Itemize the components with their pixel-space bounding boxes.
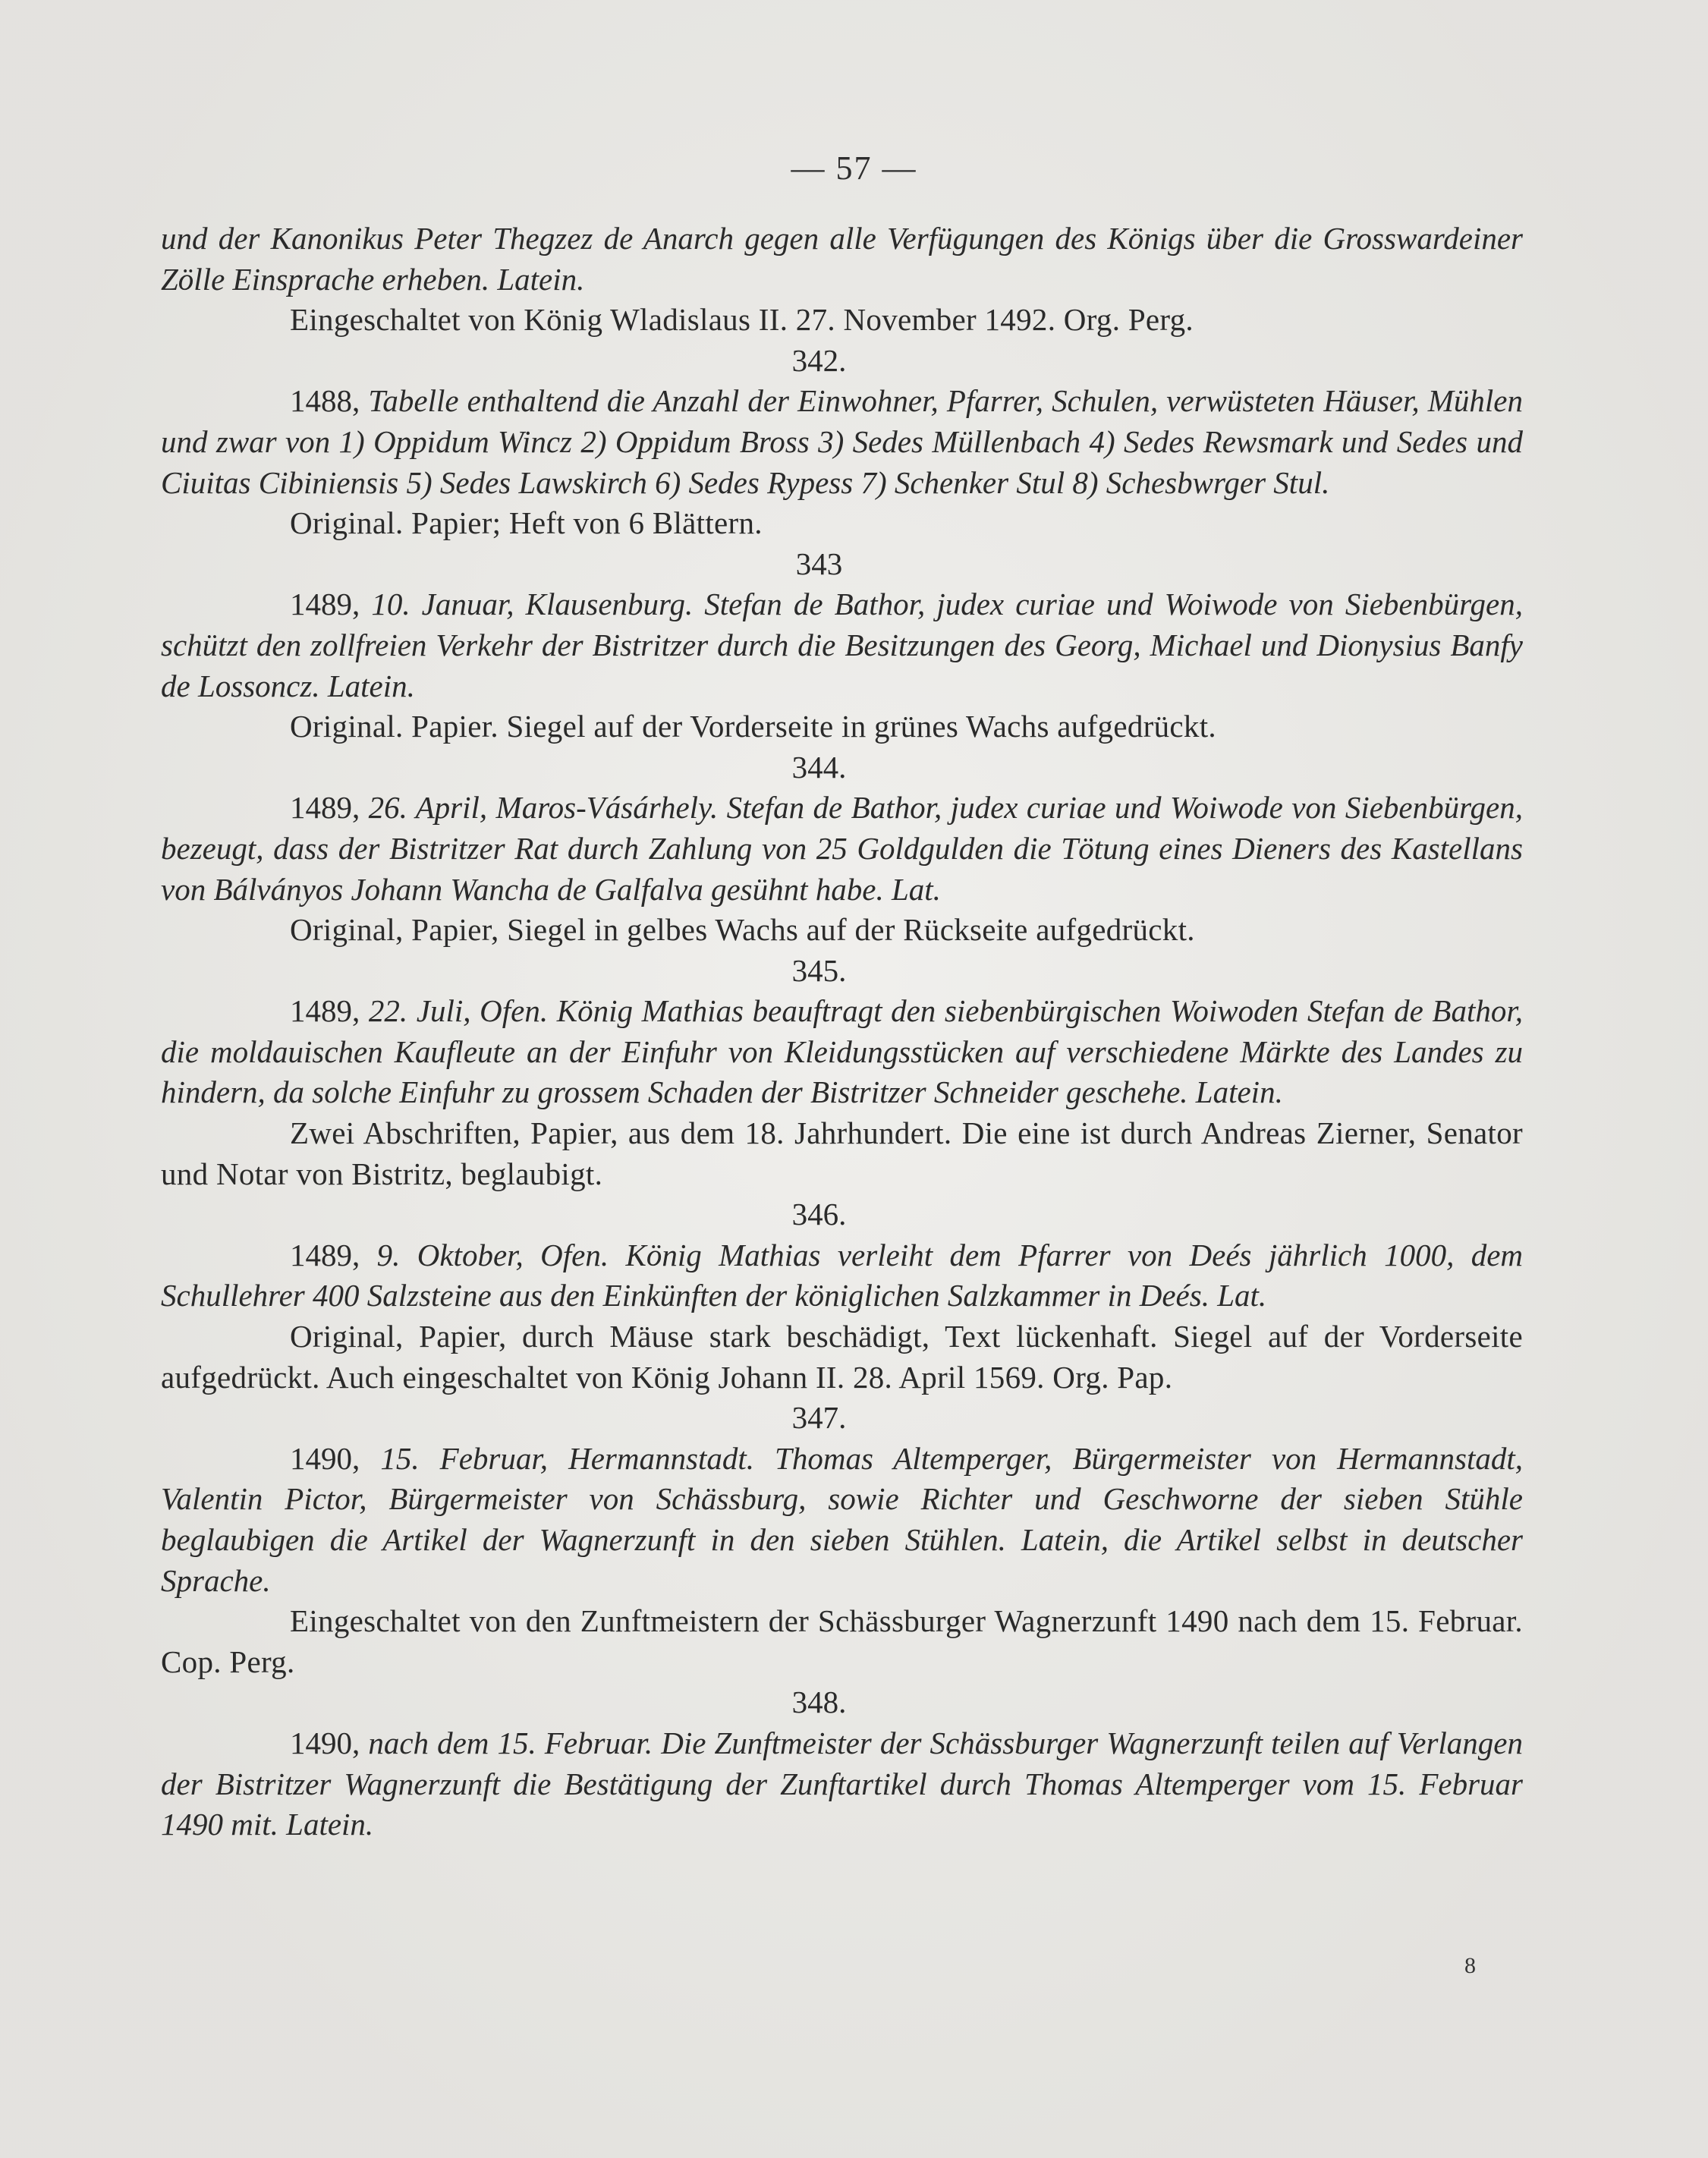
document-body xyxy=(161,219,1523,1845)
entry-343-date: 1489, xyxy=(290,587,360,622)
entry-344-note: Original, Papier, Siegel in gelbes Wachs auf der Rückseite aufgedrückt. xyxy=(290,912,1195,948)
entry-345-note: Zwei Abschriften, Papier, aus dem 18. Jahrhundert. Die eine ist durch Andreas Zierner, Senator und Notar von Bistritz, beglaubigt. xyxy=(161,1115,1523,1191)
entry-347-title: 15. Februar, Hermannstadt. Thomas Altemperger, Bürgermeister von Hermannstadt, Valentin Pictor, Bürgermeister von Schässburg, sowie Richter und Geschworne der sieben Stühle beglaubigen die Artikel der Wagnerzunft in den sieben Stühlen. Latein, die Artikel selbst in deutscher Sprache. xyxy=(161,1440,1524,1598)
entry-348-text xyxy=(161,1723,1523,1845)
entry-344-title: 26. April, Maros-Vásárhely. Stefan de Bathor, judex curiae und Woiwode von Siebenbürgen, bezeugt, dass der Bistritzer Rat durch Zahlung von 25 Goldgulden die Tötung eines Dieners des Kastellans von Bálványos Johann Wancha de Galfalva gesühnt habe. Lat. xyxy=(161,790,1523,907)
entry-342-title: Tabelle enthaltend die Anzahl der Einwohner, Pfarrer, Schulen, verwüsteten Häuser, Mühlen und zwar von 1) Oppidum Wincz 2) Oppidum Bross 3) Sedes Müllenbach 4) Sedes Rewsmark und Sedes und Ciuitas Cibiniensis 5) Sedes Lawskirch 6) Sedes Rypess 7) Schenker Stul 8) Schesbwrger Stul. xyxy=(161,383,1523,500)
entry-347-number: 347. xyxy=(791,1400,847,1436)
entry-342-number: 342. xyxy=(791,342,847,378)
entry-345-text xyxy=(161,991,1523,1113)
entry-346-text xyxy=(161,1235,1523,1317)
entry-344-number: 344. xyxy=(791,749,847,785)
entry-347-date: 1490, xyxy=(290,1440,360,1476)
entry-342-date: 1488, xyxy=(290,383,360,419)
entry-347-text xyxy=(161,1439,1523,1601)
entry-343-text xyxy=(161,584,1523,706)
entry-346-date: 1489, xyxy=(290,1237,360,1272)
entry-341-text: und der Kanonikus Peter Thegzez de Anarch gegen alle Verfügungen des Königs über die Grosswardeiner Zölle Einsprache erheben. Latein. xyxy=(161,221,1523,297)
entry-348-date: 1490, xyxy=(290,1725,360,1760)
entry-346-number: 346. xyxy=(791,1197,847,1232)
entry-341-note: Eingeschaltet von König Wladislaus II. 27. November 1492. Org. Perg. xyxy=(290,302,1194,338)
entry-346-title: 9. Oktober, Ofen. König Mathias verleiht dem Pfarrer von Deés jährlich 1000, dem Schullehrer 400 Salzsteine aus den Einkünften der königlichen Salzkammer in Deés. Lat. xyxy=(161,1237,1523,1313)
entry-345-title: 22. Juli, Ofen. König Mathias beauftragt den siebenbürgischen Woiwoden Stefan de Bathor, die moldauischen Kaufleute an der Einfuhr von Kleidungsstücken auf verschiedene Märkte des Landes zu hindern, da solche Einfuhr zu grossem Schaden der Bistritzer Schneider geschehe. Latein. xyxy=(161,993,1523,1110)
entry-348-number: 348. xyxy=(791,1685,847,1720)
entry-345-date: 1489, xyxy=(290,993,360,1029)
entry-342-text xyxy=(161,381,1523,503)
entry-347-note: Eingeschaltet von den Zunftmeistern der Schässburger Wagnerzunft 1490 nach dem 15. Februar. Cop. Perg. xyxy=(161,1603,1523,1679)
entry-344-date: 1489, xyxy=(290,790,360,826)
entry-344-text xyxy=(161,788,1523,910)
entry-343-number: 343 xyxy=(795,546,843,581)
entry-343-title: 10. Januar, Klausenburg. Stefan de Bathor, judex curiae und Woiwode von Siebenbürgen, schützt den zollfreien Verkehr der Bistritzer durch die Besitzungen des Georg, Michael und Dionysius Banfy de Lossoncz. Latein. xyxy=(161,587,1523,703)
entry-346-note: Original, Papier, durch Mäuse stark beschädigt, Text lückenhaft. Siegel auf der Vorderseite aufgedrückt. Auch eingeschaltet von König Johann II. 28. April 1569. Org. Pap. xyxy=(161,1319,1523,1395)
entry-345-number: 345. xyxy=(791,952,847,988)
entry-343-note: Original. Papier. Siegel auf der Vorderseite in grünes Wachs aufgedrückt. xyxy=(290,709,1216,744)
entry-348-title: nach dem 15. Februar. Die Zunftmeister der Schässburger Wagnerzunft teilen auf Verlangen der Bistritzer Wagnerzunft die Bestätigung der Zunftartikel durch Thomas Altemperger vom 15. Februar 1490 mit. Latein. xyxy=(161,1725,1523,1842)
entry-342-note: Original. Papier; Heft von 6 Blättern. xyxy=(290,505,763,541)
signature-mark: 8 xyxy=(1464,1953,1476,1978)
page-number-header: — 57 — xyxy=(791,149,917,187)
